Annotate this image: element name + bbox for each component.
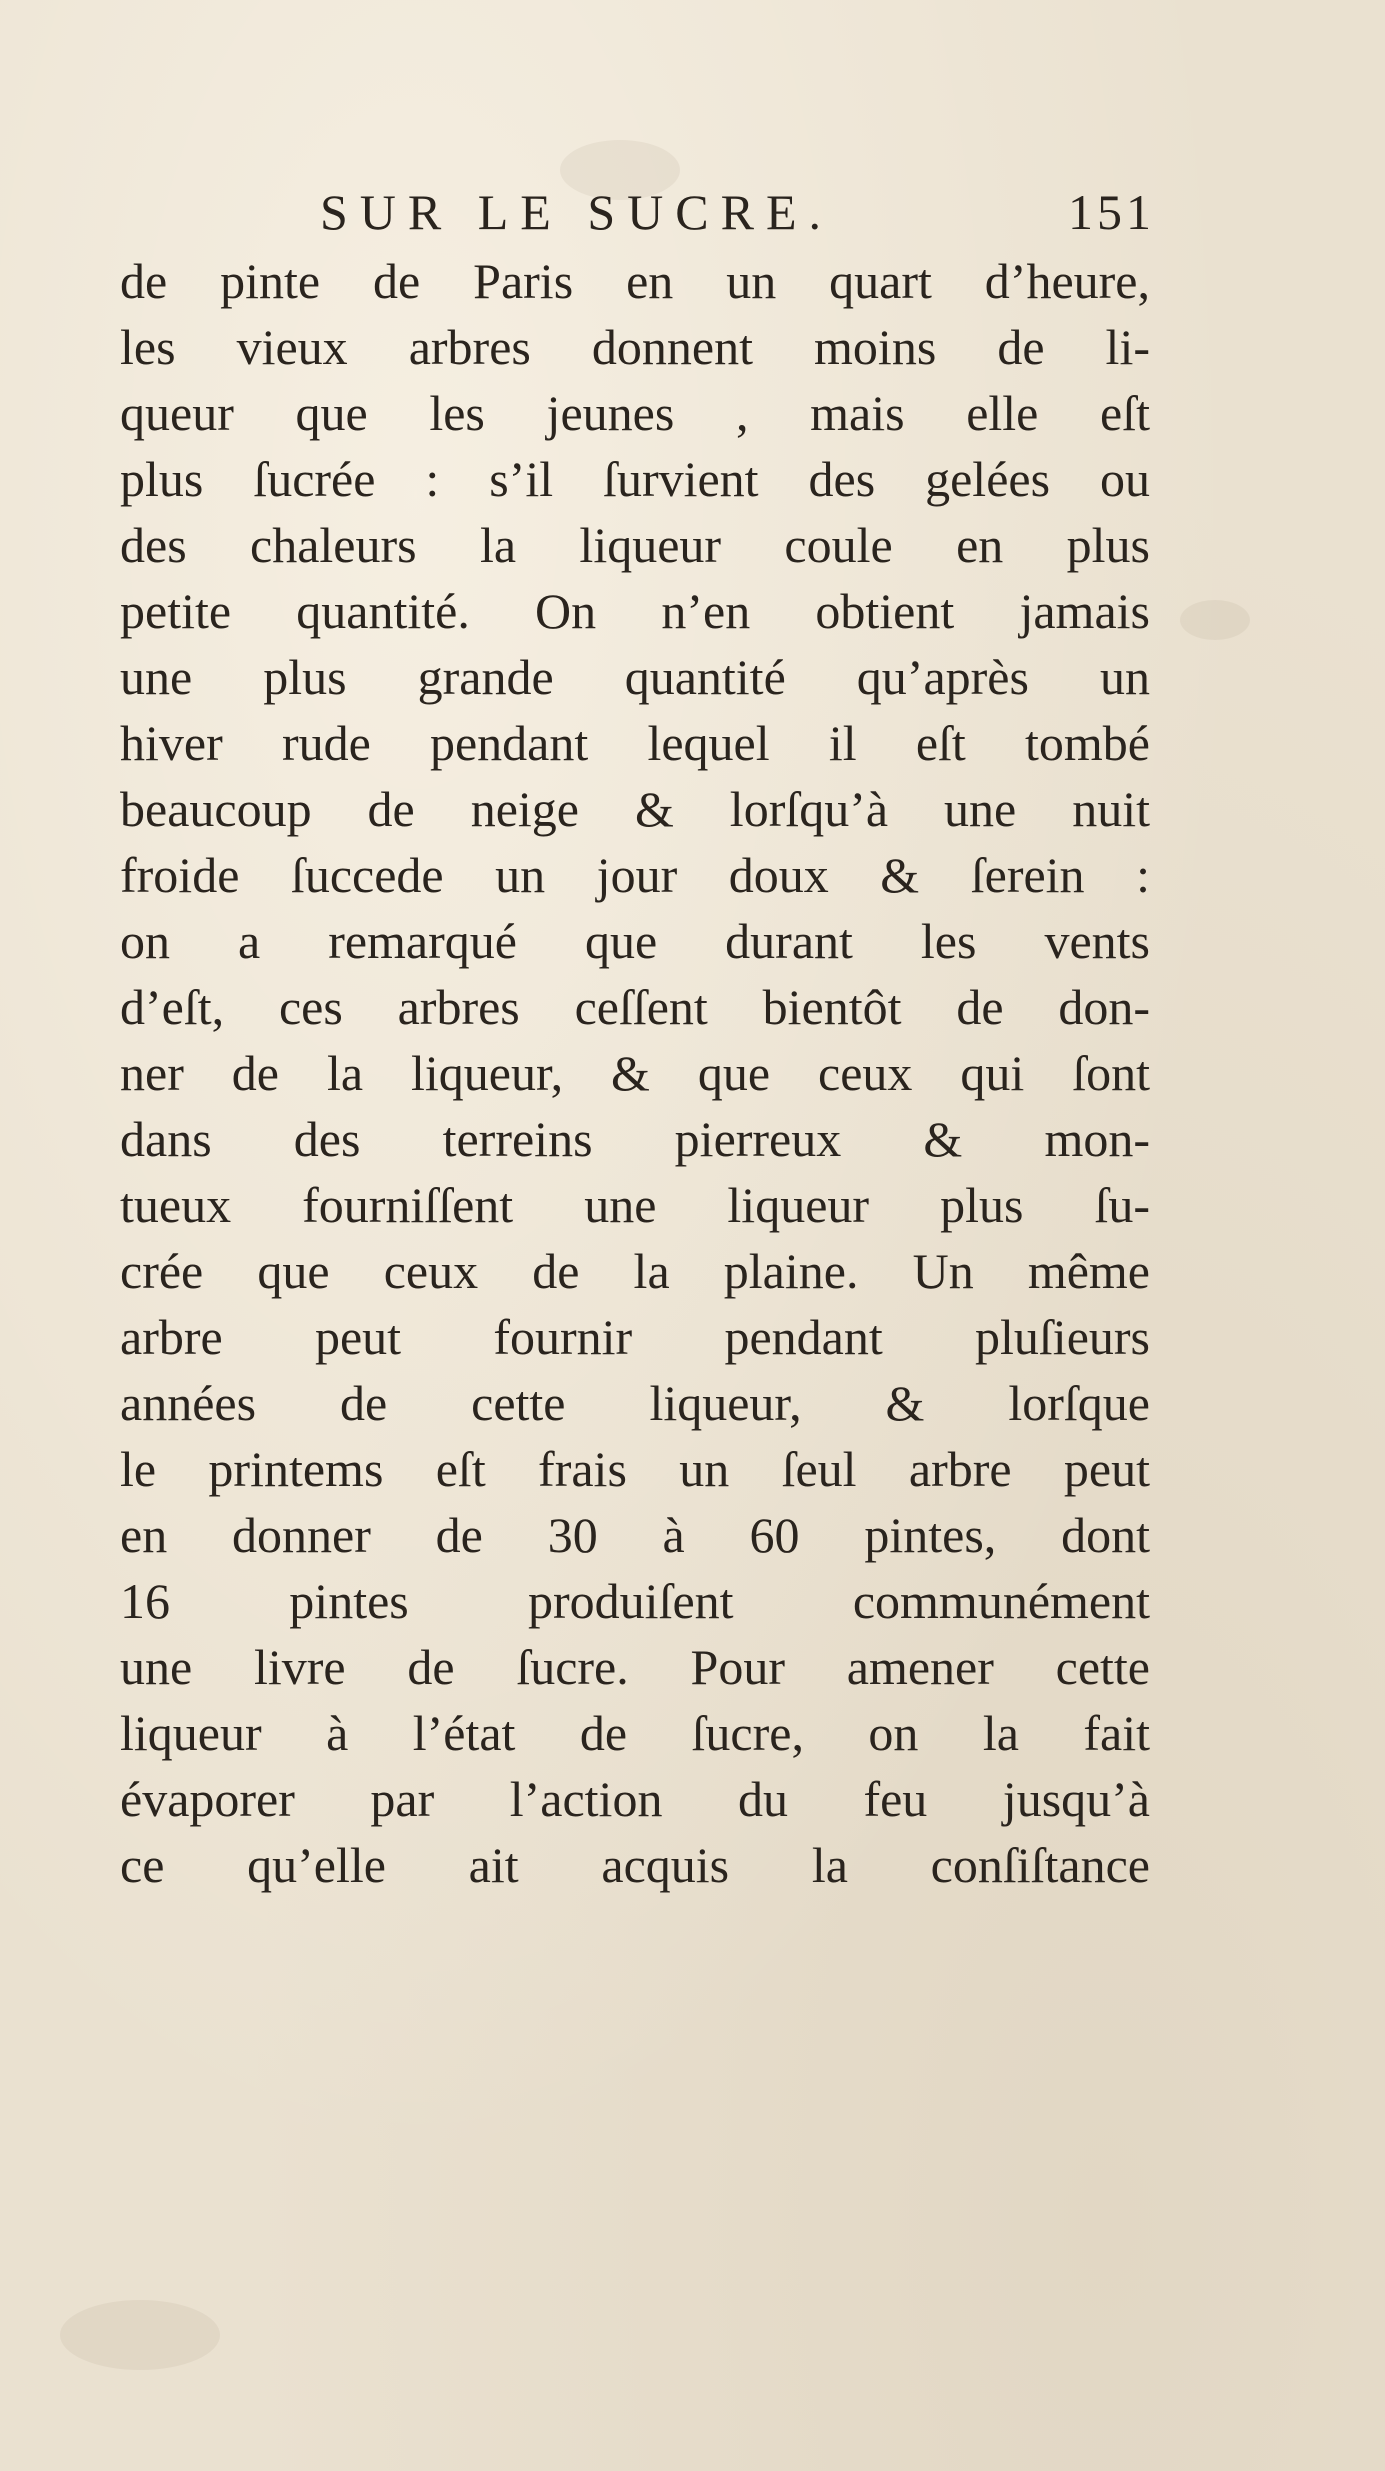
- text-line: ce qu’elle ait acquis la conſiſtance: [120, 1837, 1150, 1893]
- text-line: crée que ceux de la plaine. Un même: [120, 1243, 1150, 1299]
- text-line: tueux fourniſſent une liqueur plus ſu-: [120, 1177, 1150, 1233]
- text-line: les vieux arbres donnent moins de li-: [120, 319, 1150, 375]
- page-number: 151: [1068, 184, 1155, 240]
- running-head: [320, 183, 1155, 253]
- text-line: plus ſucrée : s’il ſurvient des gelées ou: [120, 451, 1150, 507]
- text-line: arbre peut fournir pendant pluſieurs: [120, 1309, 1150, 1365]
- text-line: liqueur à l’état de ſucre, on la fait: [120, 1705, 1150, 1761]
- text-line: on a remarqué que durant les vents: [120, 913, 1150, 969]
- running-title: SUR LE SUCRE.: [320, 184, 834, 240]
- text-line: le printems eſt frais un ſeul arbre peut: [120, 1441, 1150, 1497]
- text-line: 16 pintes produiſent communément: [120, 1573, 1150, 1629]
- text-line: d’eſt, ces arbres ceſſent bientôt de don-: [120, 979, 1150, 1035]
- paper-stain: [1180, 600, 1250, 640]
- text-line: froide ſuccede un jour doux & ſerein :: [120, 847, 1150, 903]
- body-text: [120, 248, 1150, 1898]
- text-line: dans des terreins pierreux & mon-: [120, 1111, 1150, 1167]
- text-line: des chaleurs la liqueur coule en plus: [120, 517, 1150, 573]
- text-line: de pinte de Paris en un quart d’heure,: [120, 253, 1150, 309]
- text-line: petite quantité. On n’en obtient jamais: [120, 583, 1150, 639]
- paper-stain: [60, 2300, 220, 2370]
- text-line: queur que les jeunes , mais elle eſt: [120, 385, 1150, 441]
- text-line: une livre de ſucre. Pour amener cette: [120, 1639, 1150, 1695]
- text-line: évaporer par l’action du feu jusqu’à: [120, 1771, 1150, 1827]
- text-line: ner de la liqueur, & que ceux qui ſont: [120, 1045, 1150, 1101]
- text-line: hiver rude pendant lequel il eſt tombé: [120, 715, 1150, 771]
- text-line: années de cette liqueur, & lorſque: [120, 1375, 1150, 1431]
- text-line: une plus grande quantité qu’après un: [120, 649, 1150, 705]
- text-line: beaucoup de neige & lorſqu’à une nuit: [120, 781, 1150, 837]
- text-line: en donner de 30 à 60 pintes, dont: [120, 1507, 1150, 1563]
